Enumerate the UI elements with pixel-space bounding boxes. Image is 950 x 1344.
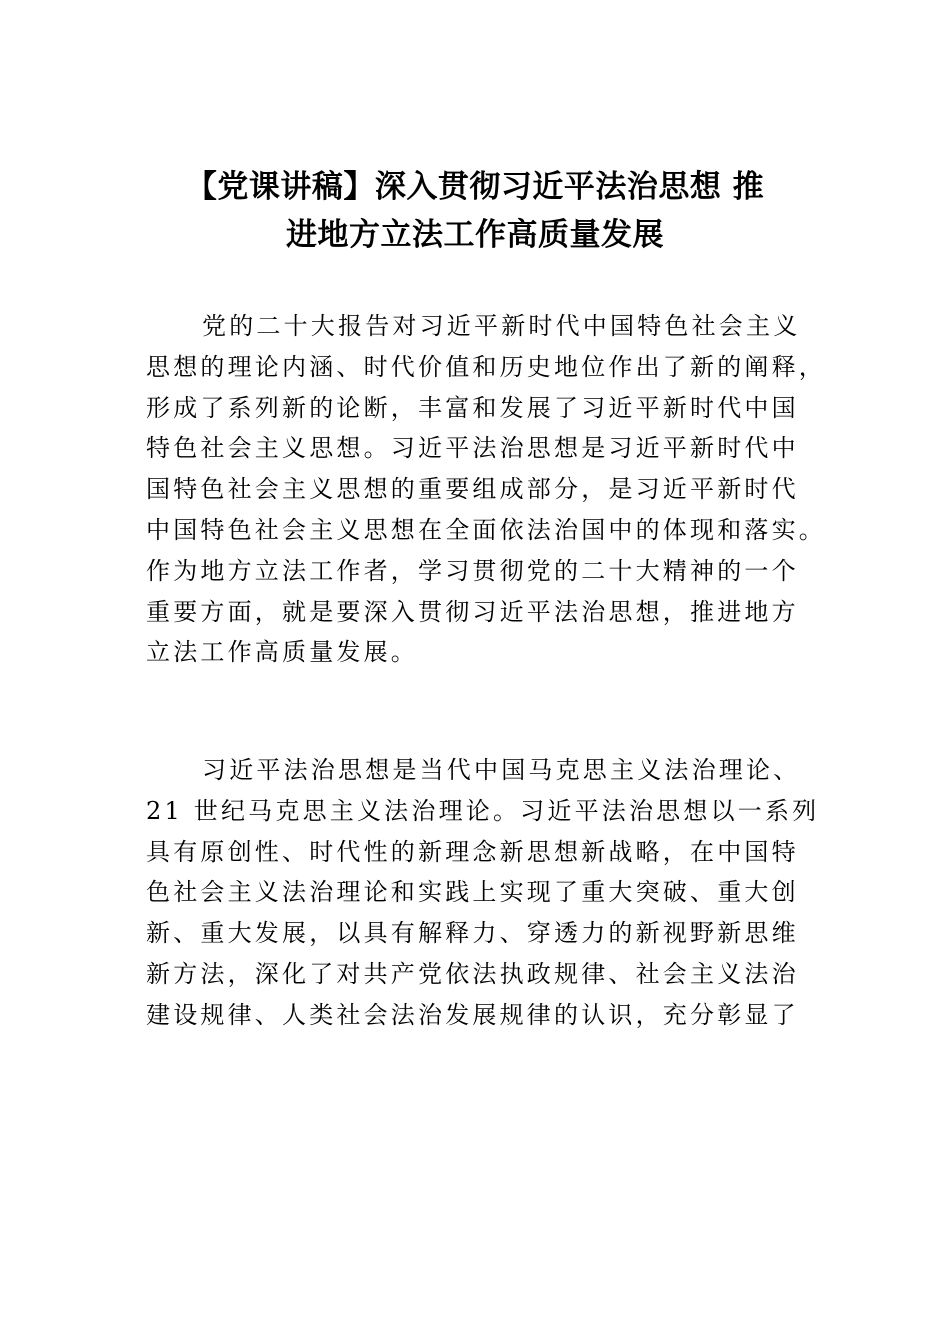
paragraph-line: 新方法，深化了对共产党依法执政规律、社会主义法治 — [146, 959, 799, 988]
title-line: 进地方立法工作高质量发展 — [286, 217, 664, 253]
paragraph-line: 具有原创性、时代性的新理念新思想新战略，在中国特 — [146, 837, 799, 866]
title-line: 【党课讲稿】深入贯彻习近平法治思想 推 — [185, 169, 765, 205]
paragraph-line: 党的二十大报告对习近平新时代中国特色社会主义 — [202, 312, 801, 340]
paragraph-line: 习近平法治思想是当代中国马克思主义法治理论、 — [202, 756, 801, 784]
paragraph-2 — [146, 750, 836, 1036]
paragraph-line: 21 世纪马克思主义法治理论。习近平法治思想以一系列 — [146, 796, 820, 825]
paragraph-line: 立法工作高质量发展。 — [146, 638, 418, 667]
paragraph-line: 色社会主义法治理论和实践上实现了重大突破、重大创 — [146, 878, 799, 907]
paragraph-line: 国特色社会主义思想的重要组成部分，是习近平新时代 — [146, 475, 799, 504]
paragraph-1 — [146, 306, 836, 673]
document-title — [120, 163, 830, 259]
paragraph-line: 特色社会主义思想。习近平法治思想是习近平新时代中 — [146, 434, 799, 463]
paragraph-line: 中国特色社会主义思想在全面依法治国中的体现和落实。 — [146, 515, 826, 544]
paragraph-line: 形成了系列新的论断，丰富和发展了习近平新时代中国 — [146, 393, 799, 422]
paragraph-line: 建设规律、人类社会法治发展规律的认识，充分彰显了 — [146, 1000, 799, 1029]
paragraph-line: 新、重大发展，以具有解释力、穿透力的新视野新思维 — [146, 919, 799, 948]
paragraph-line: 作为地方立法工作者，学习贯彻党的二十大精神的一个 — [146, 556, 799, 585]
paragraph-line: 思想的理论内涵、时代价值和历史地位作出了新的阐释， — [146, 352, 826, 381]
paragraph-line: 重要方面，就是要深入贯彻习近平法治思想，推进地方 — [146, 597, 799, 626]
